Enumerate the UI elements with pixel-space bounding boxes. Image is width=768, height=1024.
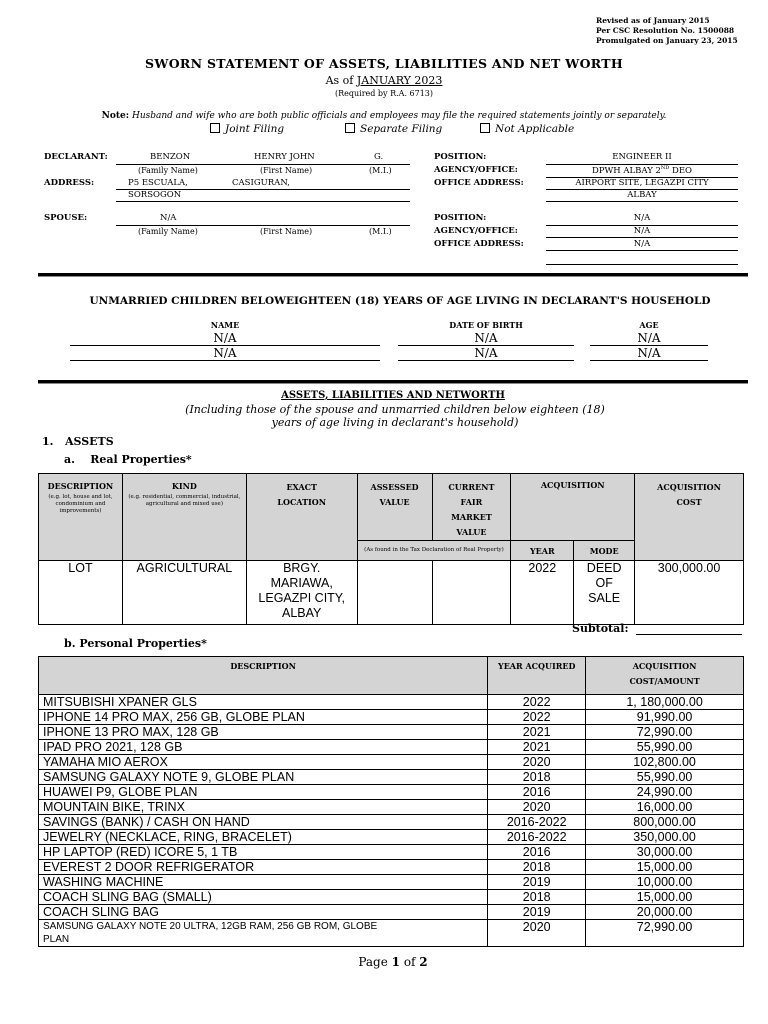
pp-cost: 15,000.00 xyxy=(586,860,744,875)
alnw-subheading: (Including those of the spouse and unmarried children below eighteen (18) xyxy=(185,403,605,416)
page-total: 2 xyxy=(419,955,428,969)
pp-year: 2019 xyxy=(488,875,586,890)
pp-year: 2016 xyxy=(488,845,586,860)
rp-desc-note: (e.g. lot, house and lot, condominium and improvements) xyxy=(48,494,113,514)
pp-cost: 55,990.00 xyxy=(586,770,744,785)
agency-text: DPWH ALBAY 2 xyxy=(591,165,661,176)
pp-cost: 72,990.00 xyxy=(586,920,744,947)
rp-cfmv-2: FAIR xyxy=(460,497,483,507)
spouse-position-label: POSITION: xyxy=(434,213,487,223)
pp-desc: COACH SLING BAG (SMALL) xyxy=(39,890,488,905)
divider xyxy=(116,201,410,202)
pp-cost: 800,000.00 xyxy=(586,815,744,830)
pp-cost: 91,990.00 xyxy=(586,710,744,725)
spouse-name: N/A xyxy=(160,213,177,223)
spouse-office-label: OFFICE ADDRESS: xyxy=(434,239,524,249)
rp-cost-2: COST xyxy=(676,497,702,507)
pp-desc: EVEREST 2 DOOR REFRIGERATOR xyxy=(39,860,488,875)
pp-desc-header: DESCRIPTION xyxy=(39,657,488,695)
rp-cost-1: ACQUISITION xyxy=(657,482,721,492)
pp-desc: IPHONE 13 PRO MAX, 128 GB xyxy=(39,725,488,740)
note-text: Husband and wife who are both public officials and employees may file the required statements jointly or separately. xyxy=(131,111,667,121)
rp-cfmv-header xyxy=(432,474,511,541)
page-prefix: Page xyxy=(358,955,392,969)
revision-block xyxy=(596,16,738,46)
checkbox-icon[interactable] xyxy=(345,123,355,133)
divider xyxy=(70,360,380,361)
office-address-label: OFFICE ADDRESS: xyxy=(434,178,524,188)
address-line-2: SORSOGON xyxy=(128,190,182,200)
rp-kind-header xyxy=(122,474,246,561)
pp-desc xyxy=(39,920,488,947)
divider xyxy=(546,250,738,251)
real-properties-heading: a. Real Properties* xyxy=(64,453,192,466)
pp-cost: 30,000.00 xyxy=(586,845,744,860)
note xyxy=(0,111,768,121)
rp-mode xyxy=(574,561,635,625)
rp-acq-title: ACQUISITION xyxy=(540,480,605,490)
office-address-line-2: ALBAY xyxy=(627,190,657,200)
table-row xyxy=(39,785,744,800)
pp-cost: 15,000.00 xyxy=(586,890,744,905)
joint-filing-option[interactable] xyxy=(210,123,284,135)
revision-line: Promulgated on January 23, 2015 xyxy=(596,36,738,45)
table-row xyxy=(39,561,744,625)
table-row xyxy=(39,710,744,725)
pp-year: 2020 xyxy=(488,800,586,815)
child-age: N/A xyxy=(637,331,661,345)
child-name: N/A xyxy=(213,331,237,345)
agency-sup: ND xyxy=(660,165,670,171)
divider xyxy=(546,237,738,238)
table-row xyxy=(39,815,744,830)
pp-desc: MOUNTAIN BIKE, TRINX xyxy=(39,800,488,815)
rp-location-line: ALBAY xyxy=(282,606,322,620)
page-current: 1 xyxy=(391,955,400,969)
pp-year: 2016-2022 xyxy=(488,815,586,830)
pp-cost-2: COST/AMOUNT xyxy=(629,676,700,686)
mi-caption: (M.I.) xyxy=(369,227,392,236)
table-row xyxy=(39,800,744,815)
rp-location-line: LEGAZPI CITY, xyxy=(258,591,346,605)
divider xyxy=(590,360,708,361)
rp-mode-line: OF xyxy=(595,576,613,590)
pp-desc: MITSUBISHI XPANER GLS xyxy=(39,695,488,710)
as-of-date: JANUARY 2023 xyxy=(356,74,443,87)
pp-cost: 1, 180,000.00 xyxy=(586,695,744,710)
rp-cfmv-4: VALUE xyxy=(456,527,487,537)
table-row xyxy=(39,875,744,890)
pp-year: 2018 xyxy=(488,890,586,905)
address-line-1a: P5 ESCUALA, xyxy=(128,178,188,188)
divider xyxy=(546,264,738,265)
pp-desc: HP LAPTOP (RED) ICORE 5, 1 TB xyxy=(39,845,488,860)
pp-desc: IPAD PRO 2021, 128 GB xyxy=(39,740,488,755)
divider xyxy=(546,201,738,202)
separate-filing-label: Separate Filing xyxy=(360,123,443,135)
pp-year: 2018 xyxy=(488,770,586,785)
rp-loc-1: EXACT xyxy=(286,482,317,492)
address-line-1b: CASIGURAN, xyxy=(232,178,290,188)
table-row xyxy=(39,695,744,710)
document-title: SWORN STATEMENT OF ASSETS, LIABILITIES AND NET WORTH xyxy=(145,56,623,71)
table-row xyxy=(39,740,744,755)
rp-cfmv-1: CURRENT xyxy=(448,482,495,492)
revision-line: Revised as of January 2015 xyxy=(596,16,710,25)
section-divider xyxy=(38,273,748,277)
pp-cost-1: ACQUISITION xyxy=(632,661,697,671)
subtotal-line xyxy=(636,634,742,635)
pp-cost: 24,990.00 xyxy=(586,785,744,800)
separate-filing-option[interactable] xyxy=(345,123,442,135)
first-name-caption: (First Name) xyxy=(260,166,313,175)
rp-kind-title: KIND xyxy=(171,481,197,491)
table-row xyxy=(39,755,744,770)
table-row xyxy=(39,770,744,785)
pp-desc: HUAWEI P9, GLOBE PLAN xyxy=(39,785,488,800)
spouse-label: SPOUSE: xyxy=(44,213,88,223)
rp-desc-title: DESCRIPTION xyxy=(47,481,114,491)
declarant-label: DECLARANT: xyxy=(44,152,108,162)
pp-cost: 10,000.00 xyxy=(586,875,744,890)
child-dob: N/A xyxy=(474,346,498,360)
rp-location-line: MARIAWA, xyxy=(270,576,333,590)
not-applicable-option[interactable] xyxy=(480,123,574,135)
office-address-line-1: AIRPORT SITE, LEGAZPI CITY xyxy=(575,178,709,188)
pp-cost: 55,990.00 xyxy=(586,740,744,755)
rp-year: 2022 xyxy=(511,561,574,625)
rp-mode-header: MODE xyxy=(574,541,635,561)
real-properties-table xyxy=(38,473,744,625)
pp-cost: 102,800.00 xyxy=(586,755,744,770)
divider xyxy=(116,164,410,165)
pp-desc: WASHING MACHINE xyxy=(39,875,488,890)
pp-year-header: YEAR ACQUIRED xyxy=(488,657,586,695)
rp-cost: 300,000.00 xyxy=(635,561,744,625)
divider xyxy=(116,225,410,226)
child-dob: N/A xyxy=(474,331,498,345)
agency-label: AGENCY/OFFICE: xyxy=(434,165,518,175)
spouse-agency: N/A xyxy=(633,226,651,236)
pp-year: 2016 xyxy=(488,785,586,800)
pp-year: 2021 xyxy=(488,725,586,740)
pp-year: 2019 xyxy=(488,905,586,920)
rp-desc: LOT xyxy=(39,561,123,625)
table-row xyxy=(39,845,744,860)
table-row xyxy=(39,725,744,740)
as-of-label: As of xyxy=(325,74,354,87)
rp-kind: AGRICULTURAL xyxy=(122,561,246,625)
as-of-line xyxy=(0,74,768,87)
rp-mode-line: SALE xyxy=(588,591,621,605)
pp-year: 2021 xyxy=(488,740,586,755)
rp-year-header: YEAR xyxy=(511,541,574,561)
pp-desc: COACH SLING BAG xyxy=(39,905,488,920)
declarant-position: ENGINEER II xyxy=(612,152,672,162)
pp-year: 2022 xyxy=(488,695,586,710)
rp-location-line: BRGY. xyxy=(283,561,321,575)
pp-cost: 350,000.00 xyxy=(586,830,744,845)
divider xyxy=(398,360,574,361)
rp-assessed-2: VALUE xyxy=(379,497,410,507)
pp-year: 2020 xyxy=(488,755,586,770)
rp-mode-line: DEED xyxy=(586,561,622,575)
rp-kind-note: (e.g. residential, commercial, industrial, agricultural and mixed use) xyxy=(128,494,241,507)
rp-assessed-1: ASSESSED xyxy=(370,482,419,492)
table-row xyxy=(39,905,744,920)
rp-location xyxy=(246,561,357,625)
rp-desc-header xyxy=(39,474,123,561)
pp-desc: YAMAHA MIO AEROX xyxy=(39,755,488,770)
page-mid: of xyxy=(400,955,420,969)
joint-filing-label: Joint Filing xyxy=(225,123,285,135)
position-label: POSITION: xyxy=(434,152,487,162)
declarant-mi: G. xyxy=(374,152,384,162)
spouse-agency-label: AGENCY/OFFICE: xyxy=(434,226,518,236)
child-name: N/A xyxy=(213,346,237,360)
page-number xyxy=(0,955,768,969)
subtotal-label: Subtotal: xyxy=(572,622,629,635)
first-name-caption: (First Name) xyxy=(260,227,313,236)
rp-location-header xyxy=(246,474,357,561)
alnw-subheading: years of age living in declarant's household) xyxy=(271,416,519,429)
not-applicable-label: Not Applicable xyxy=(495,123,575,135)
rp-assessed xyxy=(357,561,432,625)
address-label: ADDRESS: xyxy=(44,178,95,188)
rp-cfmv xyxy=(432,561,511,625)
required-by: (Required by R.A. 6713) xyxy=(334,89,434,98)
rp-loc-2: LOCATION xyxy=(277,497,327,507)
pp-year: 2018 xyxy=(488,860,586,875)
checkbox-icon[interactable] xyxy=(210,123,220,133)
child-age-header: AGE xyxy=(639,320,659,330)
rp-acquisition-header xyxy=(511,474,635,541)
assets-heading: 1. ASSETS xyxy=(42,435,114,448)
table-row xyxy=(39,860,744,875)
spouse-office: N/A xyxy=(633,239,651,249)
pp-desc-line: SAMSUNG GALAXY NOTE 20 ULTRA, 12GB RAM, 256 GB ROM, GLOBE xyxy=(43,921,378,932)
note-label: Note: xyxy=(101,111,130,121)
declarant-agency xyxy=(546,165,738,176)
agency-tail: DEO xyxy=(669,165,693,176)
pp-desc-line: PLAN xyxy=(43,934,70,945)
child-name-header: NAME xyxy=(210,320,240,330)
declarant-family-name: BENZON xyxy=(150,152,191,162)
pp-cost: 20,000.00 xyxy=(586,905,744,920)
family-name-caption: (Family Name) xyxy=(138,166,198,175)
pp-year: 2016-2022 xyxy=(488,830,586,845)
declarant-first-name: HENRY JOHN xyxy=(254,152,315,162)
children-heading: UNMARRIED CHILDREN BELOWEIGHTEEN (18) YEARS OF AGE LIVING IN DECLARANT'S HOUSEHOLD xyxy=(89,295,711,307)
spouse-position: N/A xyxy=(633,213,651,223)
pp-year: 2020 xyxy=(488,920,586,947)
rp-tax-note: (As found in the Tax Declaration of Real Property) xyxy=(357,541,511,561)
pp-cost: 72,990.00 xyxy=(586,725,744,740)
rp-cfmv-3: MARKET xyxy=(451,512,492,522)
pp-desc: SAMSUNG GALAXY NOTE 9, GLOBE PLAN xyxy=(39,770,488,785)
revision-line: Per CSC Resolution No. 1500088 xyxy=(596,26,735,35)
mi-caption: (M.I.) xyxy=(369,166,392,175)
table-row xyxy=(39,830,744,845)
table-row xyxy=(39,890,744,905)
rp-assessed-header xyxy=(357,474,432,541)
pp-cost: 16,000.00 xyxy=(586,800,744,815)
pp-desc: SAVINGS (BANK) / CASH ON HAND xyxy=(39,815,488,830)
pp-desc: JEWELRY (NECKLACE, RING, BRACELET) xyxy=(39,830,488,845)
pp-cost-header xyxy=(586,657,744,695)
checkbox-icon[interactable] xyxy=(480,123,490,133)
alnw-heading: ASSETS, LIABILITIES AND NETWORTH xyxy=(281,390,505,401)
personal-properties-heading: b. Personal Properties* xyxy=(64,637,207,650)
pp-desc: IPHONE 14 PRO MAX, 256 GB, GLOBE PLAN xyxy=(39,710,488,725)
family-name-caption: (Family Name) xyxy=(138,227,198,236)
pp-year: 2022 xyxy=(488,710,586,725)
section-divider xyxy=(38,380,748,384)
table-row xyxy=(39,920,744,947)
rp-cost-header xyxy=(635,474,744,561)
personal-properties-table xyxy=(38,656,744,947)
child-age: N/A xyxy=(637,346,661,360)
child-dob-header: DATE OF BIRTH xyxy=(449,320,523,330)
